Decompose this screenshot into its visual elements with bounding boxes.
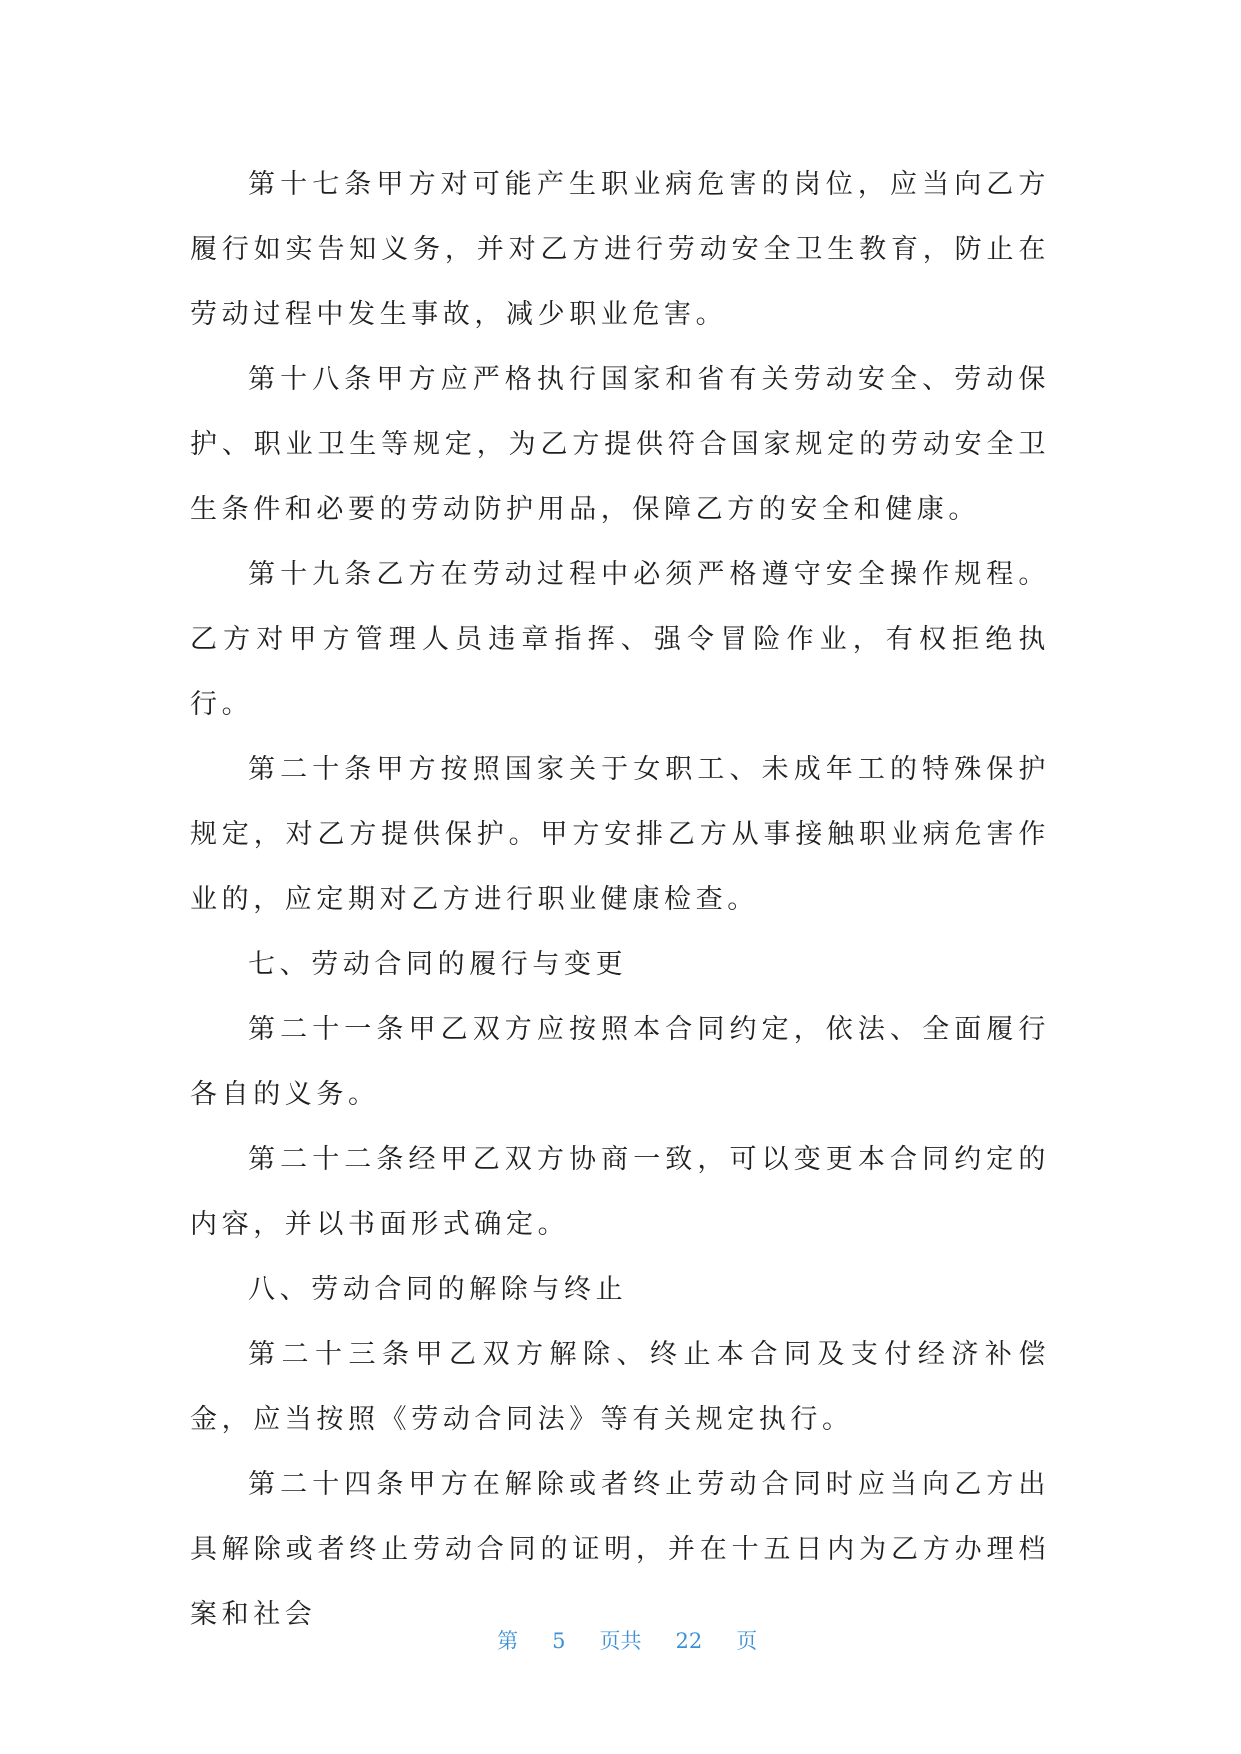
paragraph-article-17: 第十七条甲方对可能产生职业病危害的岗位，应当向乙方履行如实告知义务，并对乙方进行劳动安全卫生教育，防止在劳动过程中发生事故，减少职业危害。 [190, 169, 1050, 330]
paragraph-article-18: 第十八条甲方应严格执行国家和省有关劳动安全、劳动保护、职业卫生等规定，为乙方提供符合国家规定的劳动安全卫生条件和必要的劳动防护用品，保障乙方的安全和健康。 [190, 364, 1050, 525]
footer-suffix: 页 [736, 1629, 758, 1653]
footer-middle: 页共 [599, 1629, 642, 1653]
paragraph-article-21: 第二十一条甲乙双方应按照本合同约定，依法、全面履行各自的义务。 [190, 1014, 1050, 1110]
section-heading-8: 八、劳动合同的解除与终止 [248, 1274, 628, 1305]
page-footer [0, 1601, 1241, 1655]
section-heading-7: 七、劳动合同的履行与变更 [248, 949, 628, 980]
footer-total-pages: 22 [675, 1629, 703, 1653]
paragraph-article-19: 第十九条乙方在劳动过程中必须严格遵守安全操作规程。乙方对甲方管理人员违章指挥、强令冒险作业，有权拒绝执行。 [190, 559, 1050, 720]
paragraph-article-23: 第二十三条甲乙双方解除、终止本合同及支付经济补偿金，应当按照《劳动合同法》等有关规定执行。 [190, 1339, 1050, 1435]
paragraph-article-20: 第二十条甲方按照国家关于女职工、未成年工的特殊保护规定，对乙方提供保护。甲方安排乙方从事接触职业病危害作业的，应定期对乙方进行职业健康检查。 [190, 754, 1050, 915]
paragraph-article-24: 第二十四条甲方在解除或者终止劳动合同时应当向乙方出具解除或者终止劳动合同的证明，并在十五日内为乙方办理档案和社会 [190, 1469, 1050, 1630]
paragraph-article-22: 第二十二条经甲乙双方协商一致，可以变更本合同约定的内容，并以书面形式确定。 [190, 1144, 1050, 1240]
footer-prefix: 第 [497, 1629, 519, 1653]
footer-current-page: 5 [552, 1629, 566, 1653]
document-body [190, 152, 1050, 1647]
